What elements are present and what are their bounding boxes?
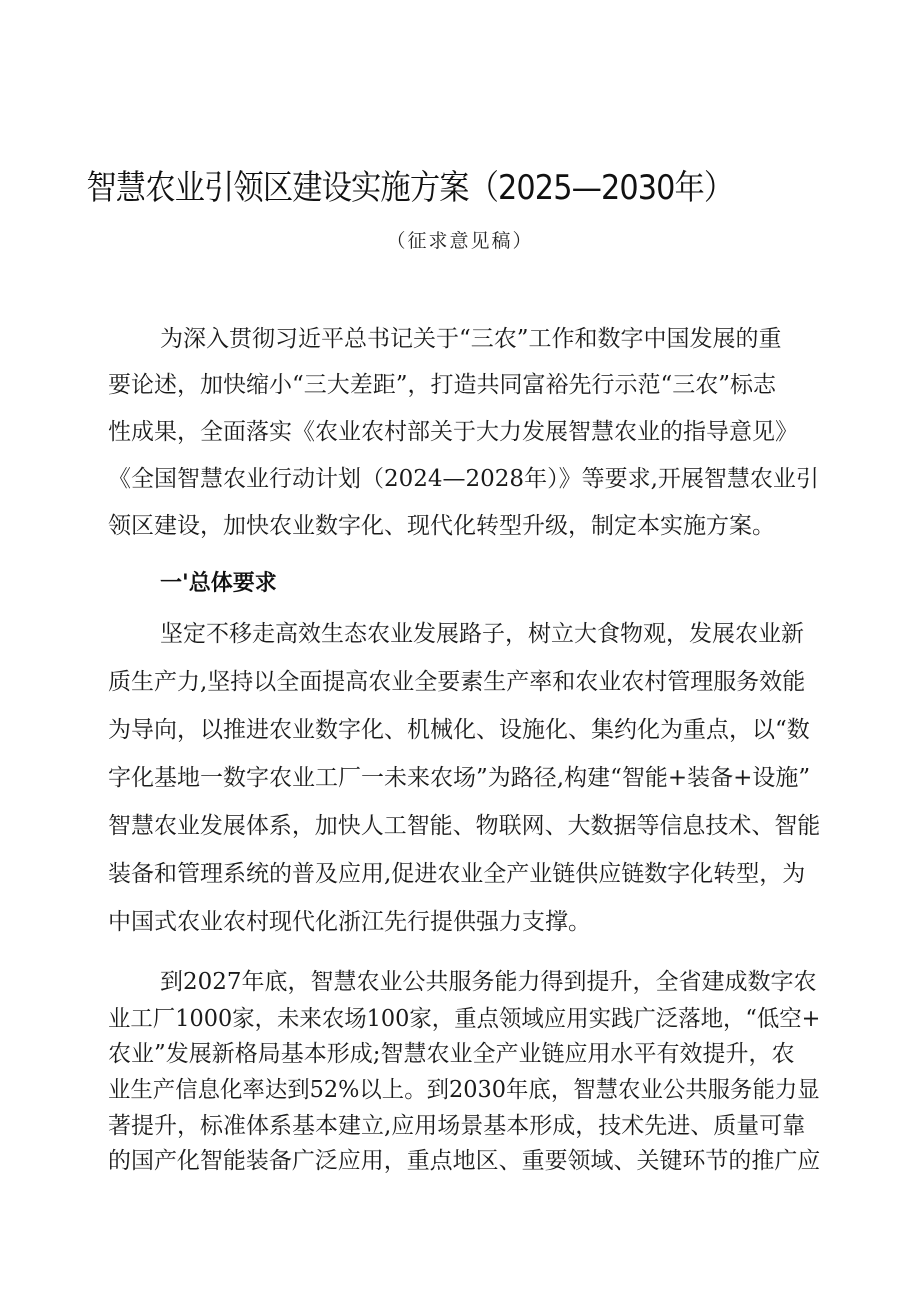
paragraph-line-text: 坚定不移走高效生态农业发展路子，树立大食物观，发展农业新 bbox=[160, 621, 804, 647]
paragraph-line bbox=[0, 759, 920, 792]
paragraph-line bbox=[0, 963, 920, 996]
intro-line bbox=[0, 366, 920, 399]
intro-line-text: 为深入贯彻习近平总书记关于“三农”工作和数字中国发展的重 bbox=[160, 326, 782, 352]
intro-line-text: 性成果，全面落实《农业农村部关于大力发展智慧农业的指导意见》 bbox=[108, 419, 798, 445]
document-subtitle: （征求意见稿） bbox=[386, 230, 534, 252]
paragraph-line-text: 中国式农业农村现代化浙江先行提供强力支撑。 bbox=[108, 909, 591, 935]
paragraph-line bbox=[0, 807, 920, 840]
paragraph-line-text: 业生产信息化率达到52%以上。到2030年底，智慧农业公共服务能力显 bbox=[108, 1077, 820, 1103]
paragraph-line-text: 的国产化智能装备广泛应用，重点地区、重要领域、关键环节的推广应 bbox=[108, 1148, 821, 1174]
paragraph-line-text: 业工厂1000家，未来农场100家，重点领域应用实践广泛落地，“低空+ bbox=[108, 1006, 821, 1032]
paragraph-line bbox=[0, 1071, 920, 1104]
paragraph-line bbox=[0, 663, 920, 696]
paragraph-line-text: 著提升，标准体系基本建立,应用场景基本形成，技术先进、质量可靠 bbox=[108, 1113, 806, 1139]
paragraph-line bbox=[0, 1142, 920, 1175]
paragraph-line-text: 字化基地一数字农业工厂一未来农场”为路径,构建“智能+装备+设施” bbox=[108, 765, 811, 791]
intro-line bbox=[0, 413, 920, 446]
intro-line-text: 《全国智慧农业行动计划（2024—2028年）》等要求,开展智慧农业引 bbox=[108, 466, 819, 492]
section-heading: 一'总体要求 bbox=[160, 571, 277, 596]
paragraph-line bbox=[0, 1107, 920, 1140]
intro-line-text: 要论述，加快缩小“三大差距”，打造共同富裕先行示范“三农”标志 bbox=[108, 372, 777, 398]
intro-line bbox=[0, 320, 920, 353]
intro-line bbox=[0, 460, 920, 493]
document-title: 智慧农业引领区建设实施方案（2025—2030年） bbox=[86, 168, 734, 208]
paragraph-line bbox=[0, 1000, 920, 1033]
paragraph-line bbox=[0, 855, 920, 888]
paragraph-line bbox=[0, 711, 920, 744]
intro-line-text: 领区建设，加快农业数字化、现代化转型升级，制定本实施方案。 bbox=[108, 513, 775, 539]
paragraph-line-text: 智慧农业发展体系，加快人工智能、物联网、大数据等信息技术、智能 bbox=[108, 813, 821, 839]
intro-line bbox=[0, 507, 920, 540]
paragraph-line bbox=[0, 1035, 920, 1068]
paragraph-line-text: 质生产力,坚持以全面提高农业全要素生产率和农业农村管理服务效能 bbox=[108, 669, 806, 695]
paragraph-line-text: 为导向，以推进农业数字化、机械化、设施化、集约化为重点，以“数 bbox=[108, 717, 810, 743]
paragraph-line-text: 装备和管理系统的普及应用,促进农业全产业链供应链数字化转型，为 bbox=[108, 861, 806, 887]
paragraph-line-text: 到2027年底，智慧农业公共服务能力得到提升，全省建成数字农 bbox=[160, 969, 817, 995]
paragraph-line-text: 农业”发展新格局基本形成;智慧农业全产业链应用水平有效提升，农 bbox=[108, 1041, 795, 1067]
paragraph-line bbox=[0, 615, 920, 648]
paragraph-line bbox=[0, 903, 920, 936]
